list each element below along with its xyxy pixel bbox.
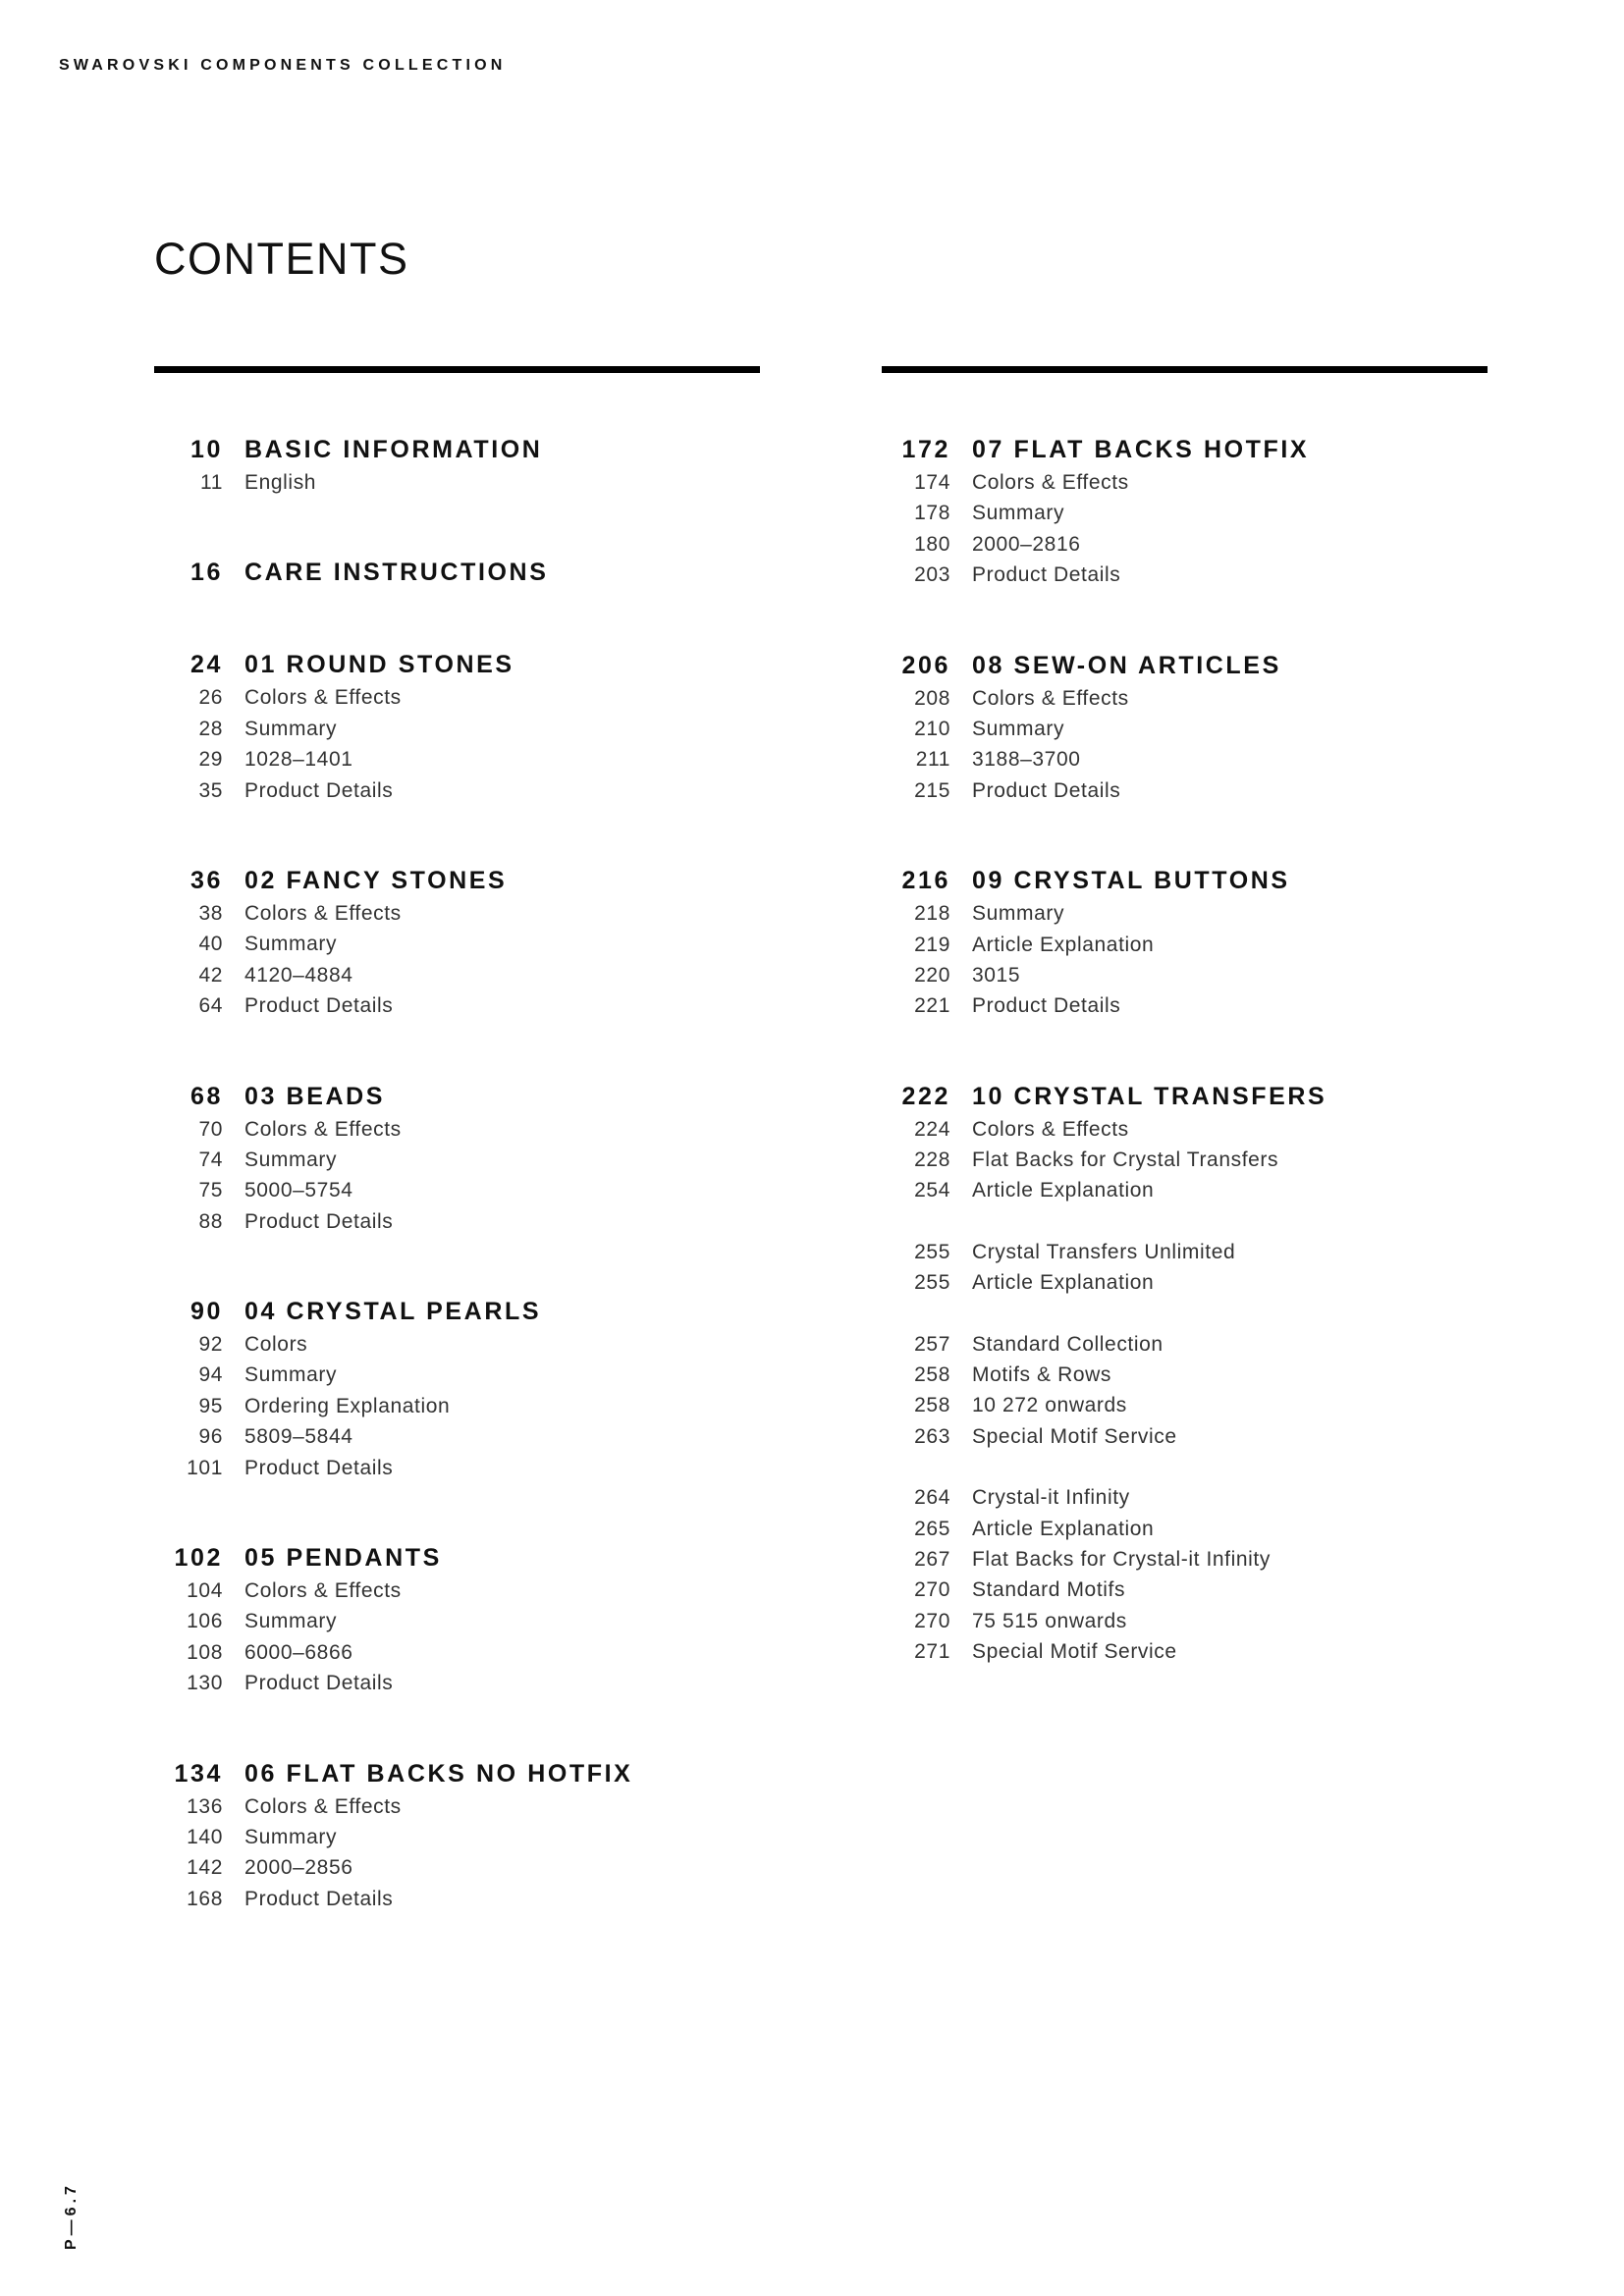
section-title: 06 FLAT BACKS NO HOTFIX [244,1759,633,1788]
section-title: 05 PENDANTS [244,1544,442,1573]
toc-entry[interactable] [882,563,1326,594]
toc-entry[interactable] [882,1486,1326,1517]
toc-entry[interactable] [154,1457,632,1487]
toc-entry[interactable] [154,1118,632,1148]
toc-entry[interactable] [154,1579,632,1610]
entry-page-number: 270 [914,1609,950,1632]
toc-section [154,1544,632,1703]
toc-entry[interactable] [882,471,1326,502]
entry-label: 5000–5754 [244,1179,353,1202]
toc-section [154,559,632,594]
entry-label: Ordering Explanation [244,1394,451,1417]
toc-entry[interactable] [154,1795,632,1826]
toc-entry[interactable] [882,502,1326,532]
entry-label: Special Motif Service [972,1424,1177,1448]
entry-label: Product Details [244,994,394,1018]
entry-page-number: 218 [914,902,950,926]
entry-label: Motifs & Rows [972,1363,1111,1387]
entry-page-number: 140 [187,1825,223,1848]
entry-page-number: 168 [187,1887,223,1910]
toc-section [154,867,632,1026]
section-title: 02 FANCY STONES [244,866,508,894]
toc-section-heading[interactable] [154,1544,632,1579]
entry-page-number: 94 [198,1363,223,1387]
entry-page-number: 11 [200,471,223,494]
toc-entry[interactable] [154,1826,632,1856]
entry-label: Product Details [244,1209,394,1233]
toc-section-heading[interactable] [154,1298,632,1333]
toc-entry[interactable] [154,1610,632,1640]
entry-page-number: 224 [914,1117,950,1141]
page-title: CONTENTS [154,234,409,284]
section-title: BASIC INFORMATION [244,436,543,463]
toc-entry[interactable] [882,718,1326,748]
section-title: 03 BEADS [244,1082,386,1110]
section-page-number: 172 [901,436,950,463]
toc-entry[interactable] [882,1118,1326,1148]
section-title: 08 SEW-ON ARTICLES [972,651,1281,679]
entry-label: Colors & Effects [244,1794,402,1818]
toc-entry[interactable] [154,718,632,748]
toc-entry[interactable] [882,964,1326,994]
toc-section-heading[interactable] [882,867,1326,902]
entry-page-number: 270 [914,1578,950,1602]
entry-page-number: 265 [914,1517,950,1540]
toc-entry[interactable] [882,902,1326,933]
toc-section-heading[interactable] [154,436,632,471]
entry-label: Colors & Effects [244,901,402,925]
toc-entry[interactable] [154,779,632,810]
toc-entry[interactable] [154,933,632,963]
toc-entry[interactable] [154,994,632,1025]
section-page-number: 16 [189,559,223,587]
entry-page-number: 203 [914,563,950,587]
entry-page-number: 35 [198,778,223,802]
entry-page-number: 257 [914,1332,950,1356]
entry-page-number: 178 [914,502,950,525]
toc-section [882,436,1326,595]
entry-page-number: 64 [198,994,223,1018]
toc-section-heading[interactable] [154,559,632,594]
entry-label: 3015 [972,963,1021,987]
entry-page-number: 228 [914,1148,950,1172]
toc-section-heading[interactable] [882,1083,1326,1118]
entry-label: Crystal Transfers Unlimited [972,1240,1236,1263]
toc-entry[interactable] [154,1856,632,1887]
entry-label: Colors & Effects [972,686,1129,710]
toc-entry[interactable] [154,902,632,933]
entry-page-number: 29 [198,748,223,772]
entry-page-number: 130 [187,1672,223,1695]
entry-label: Summary [244,1610,338,1633]
entry-label: 10 272 onwards [972,1394,1127,1417]
entry-label: Product Details [972,994,1121,1018]
entry-label: Special Motif Service [972,1640,1177,1664]
entry-label: Standard Motifs [972,1578,1126,1602]
toc-entry[interactable] [154,1210,632,1241]
entry-label: 5809–5844 [244,1425,353,1449]
entry-label: Colors & Effects [972,471,1129,494]
toc-section-heading[interactable] [154,1760,632,1795]
entry-page-number: 263 [914,1424,950,1448]
entry-label: Flat Backs for Crystal-it Infinity [972,1547,1271,1571]
entry-label: Product Details [244,778,394,802]
entry-label: 6000–6866 [244,1640,353,1664]
section-page-number: 24 [189,651,223,679]
entry-label: Summary [244,1148,338,1171]
toc-entry[interactable] [154,686,632,717]
entry-page-number: 88 [198,1209,223,1233]
entry-page-number: 180 [914,532,950,556]
toc-entry[interactable] [882,1610,1326,1640]
section-title: 09 CRYSTAL BUTTONS [972,867,1290,895]
entry-page-number: 174 [914,471,950,494]
entry-label: 1028–1401 [244,748,353,772]
entry-page-number: 70 [198,1117,223,1141]
toc-section-heading[interactable] [882,436,1326,471]
toc-entry[interactable] [154,1395,632,1425]
toc-entry[interactable] [154,1333,632,1363]
section-title: 01 ROUND STONES [244,651,514,679]
entry-page-number: 208 [914,686,950,710]
entry-label: Summary [244,1363,338,1387]
entry-label: Summary [972,502,1065,525]
entry-page-number: 220 [914,963,950,987]
toc-section-heading[interactable] [154,867,632,902]
toc-entry[interactable] [154,1148,632,1179]
entry-label: 75 515 onwards [972,1609,1127,1632]
entry-label: Colors & Effects [244,1117,402,1141]
toc-entry[interactable] [882,1241,1326,1271]
toc-left-column [154,436,632,1975]
entry-label: 2000–2856 [244,1856,353,1880]
entry-label: Product Details [244,1672,394,1695]
toc-entry[interactable] [154,1425,632,1456]
section-title: 04 CRYSTAL PEARLS [244,1298,542,1326]
entry-label: Product Details [244,1456,394,1479]
entry-page-number: 108 [187,1640,223,1664]
toc-entry[interactable] [154,471,632,502]
entry-page-number: 28 [198,717,223,740]
left-column-rule [154,366,760,373]
entry-label: Colors & Effects [244,1579,402,1603]
entry-page-number: 38 [198,901,223,925]
entry-page-number: 255 [914,1271,950,1295]
toc-entry[interactable] [154,748,632,778]
toc-section [154,436,632,502]
entry-page-number: 221 [914,994,950,1018]
section-page-number: 134 [174,1759,223,1788]
section-page-number: 102 [174,1544,223,1573]
section-page-number: 90 [189,1298,223,1326]
entry-label: Crystal-it Infinity [972,1486,1130,1510]
entry-page-number: 101 [187,1456,223,1479]
toc-section [882,1083,1326,1672]
right-column-rule [882,366,1488,373]
toc-entry[interactable] [882,779,1326,810]
toc-entry[interactable] [882,934,1326,964]
section-page-number: 216 [901,867,950,895]
toc-section-heading[interactable] [154,1083,632,1118]
entry-page-number: 267 [914,1547,950,1571]
section-page-number: 68 [189,1082,223,1110]
toc-entry[interactable] [882,1148,1326,1179]
entry-page-number: 74 [198,1148,223,1171]
entry-label: Article Explanation [972,933,1155,956]
entry-label: Article Explanation [972,1517,1155,1540]
entry-label: Standard Collection [972,1332,1164,1356]
toc-entry[interactable] [882,994,1326,1025]
toc-entry[interactable] [154,1672,632,1702]
entry-page-number: 106 [187,1610,223,1633]
entry-page-number: 264 [914,1486,950,1510]
toc-entry[interactable] [882,1394,1326,1424]
entry-page-number: 258 [914,1363,950,1387]
toc-right-column [882,436,1326,1729]
entry-label: Colors [244,1333,308,1357]
entry-label: Colors & Effects [244,686,402,710]
toc-section [882,867,1326,1026]
toc-section-heading[interactable] [882,652,1326,687]
section-title: CARE INSTRUCTIONS [244,559,549,587]
entry-page-number: 136 [187,1794,223,1818]
catalog-header: SWAROVSKI COMPONENTS COLLECTION [59,57,507,74]
section-page-number: 206 [901,651,950,679]
entry-page-number: 211 [915,748,950,772]
entry-label: English [244,471,317,494]
toc-section [154,1760,632,1919]
entry-page-number: 271 [914,1640,950,1664]
toc-entry[interactable] [882,1548,1326,1578]
entry-label: Product Details [244,1887,394,1910]
toc-entry[interactable] [882,1640,1326,1671]
section-title: 10 CRYSTAL TRANSFERS [972,1082,1327,1110]
entry-page-number: 142 [187,1856,223,1880]
entry-page-number: 258 [914,1394,950,1417]
entry-page-number: 254 [914,1179,950,1202]
entry-label: Product Details [972,563,1121,587]
toc-entry[interactable] [882,1363,1326,1394]
entry-label: Summary [244,933,338,956]
entry-label: Summary [244,1825,338,1848]
toc-entry[interactable] [154,1888,632,1918]
section-page-number: 222 [901,1082,950,1110]
entry-page-number: 219 [914,933,950,956]
entry-page-number: 42 [198,963,223,987]
toc-entry[interactable] [154,1363,632,1394]
toc-entry[interactable] [154,964,632,994]
toc-entry[interactable] [154,1179,632,1209]
entry-page-number: 26 [198,686,223,710]
toc-entry[interactable] [154,1641,632,1672]
section-page-number: 36 [189,866,223,894]
entry-label: Colors & Effects [972,1117,1129,1141]
entry-page-number: 104 [187,1579,223,1603]
toc-section-heading[interactable] [154,651,632,686]
entry-label: Article Explanation [972,1271,1155,1295]
entry-page-number: 95 [198,1394,223,1417]
toc-entry[interactable] [882,533,1326,563]
entry-page-number: 40 [198,933,223,956]
entry-label: Summary [244,717,338,740]
toc-section [154,1083,632,1242]
toc-section [154,1298,632,1487]
entry-page-number: 215 [914,778,950,802]
section-page-number: 10 [189,436,223,463]
entry-label: 3188–3700 [972,748,1081,772]
entry-label: Flat Backs for Crystal Transfers [972,1148,1279,1172]
entry-label: Article Explanation [972,1179,1155,1202]
toc-section [154,651,632,810]
entry-page-number: 96 [198,1425,223,1449]
toc-entry[interactable] [882,1518,1326,1548]
section-title: 07 FLAT BACKS HOTFIX [972,436,1310,463]
entry-page-number: 92 [198,1333,223,1357]
toc-entry[interactable] [882,748,1326,778]
toc-entry[interactable] [882,1179,1326,1209]
entry-label: Summary [972,717,1065,740]
page-number: P—6.7 [63,2182,80,2250]
entry-label: Summary [972,902,1065,926]
entry-label: 2000–2816 [972,532,1081,556]
entry-page-number: 210 [914,717,950,740]
toc-entry[interactable] [882,1425,1326,1456]
entry-label: 4120–4884 [244,963,353,987]
entry-label: Product Details [972,778,1121,802]
toc-entry[interactable] [882,687,1326,718]
entry-page-number: 75 [198,1179,223,1202]
toc-section [882,652,1326,811]
toc-entry[interactable] [882,1578,1326,1609]
toc-entry[interactable] [882,1333,1326,1363]
toc-entry[interactable] [882,1271,1326,1302]
entry-page-number: 255 [914,1240,950,1263]
